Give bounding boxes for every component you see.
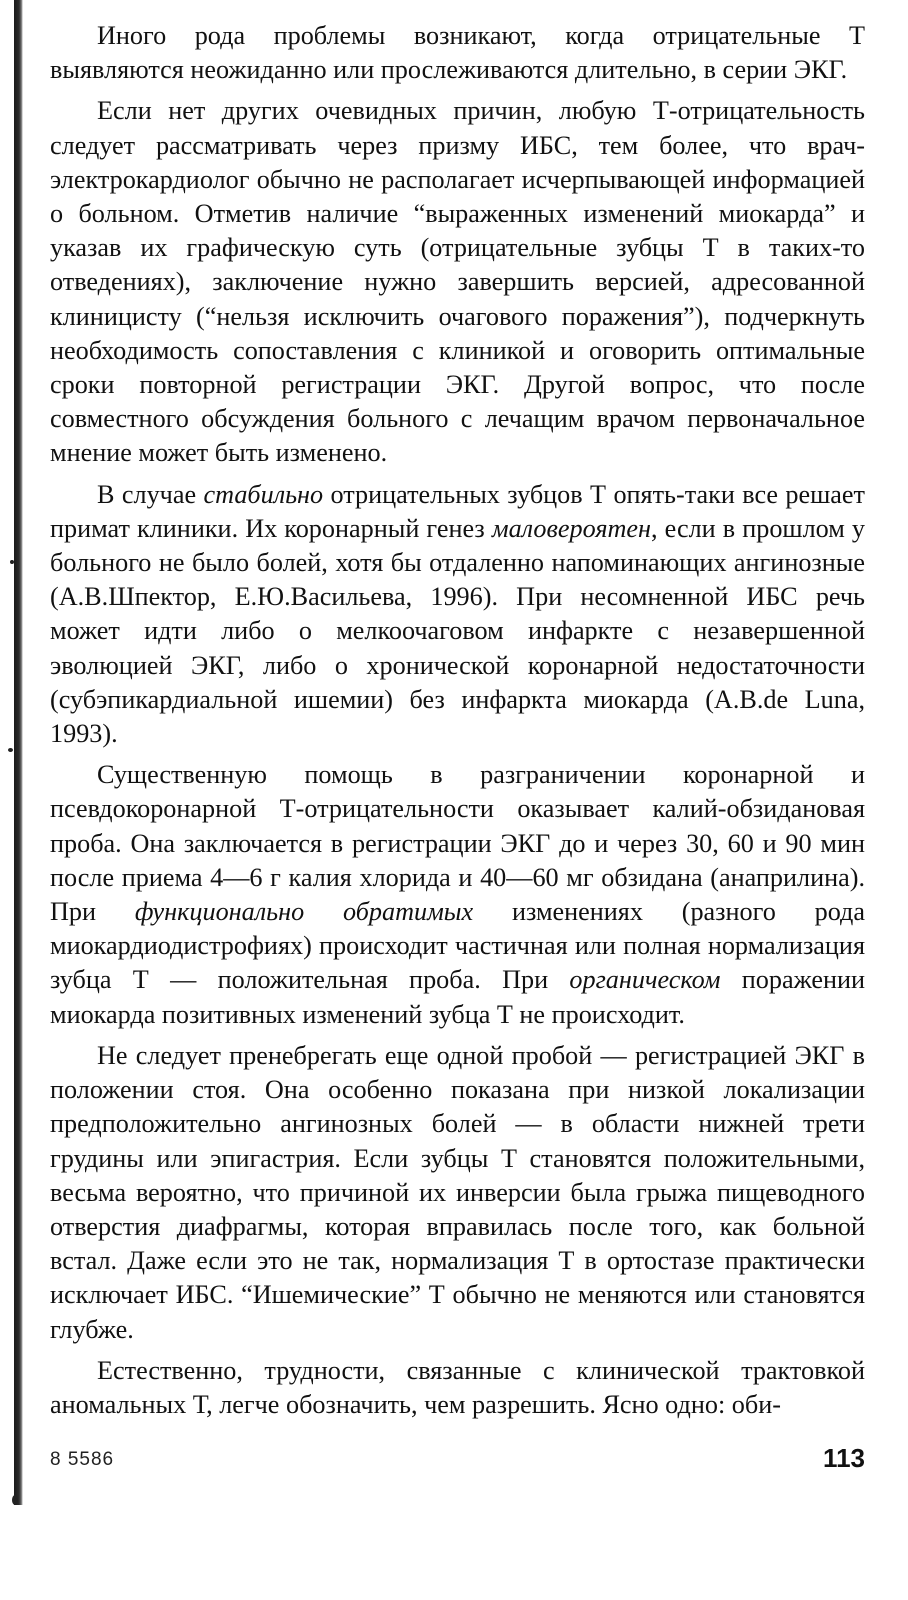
binding-speck: [8, 748, 13, 752]
paragraph: [50, 478, 865, 752]
page-number: 113: [823, 1443, 865, 1473]
italic-text-run: маловероятен: [491, 513, 652, 543]
paragraph: [50, 1039, 865, 1347]
paragraph: [50, 758, 865, 1032]
body-text: [50, 19, 865, 1422]
paragraph: [50, 19, 865, 87]
text-run: , если в прошлом у больного не было болей, хотя бы отдаленно напоминающих ангинозные (А.В.Шпектор, Е.Ю.Васильева, 1996). При несомненной ИБС речь может идти либо о мелкоочаговом инфаркте с незавершенной эволюцией ЭКГ, либо о хронической коронарной недостаточности (субэпикардиальной ишемии) без инфаркта миокарда (А.B.de Luna, 1993).: [50, 513, 865, 749]
italic-text-run: органическом: [569, 965, 721, 995]
text-run: В случае: [97, 479, 204, 509]
text-run: Естественно, трудности, связанные с клинической трактовкой аномальных Т, легче обозначить, чем разрешить. Ясно одно: оби-: [50, 1355, 865, 1419]
italic-text-run: функционально обратимых: [134, 897, 474, 927]
printer-signature-mark: 8 5586: [50, 1449, 115, 1470]
text-run: Существенную помощь в разграничении коронарной и псевдокоронарной Т-отрицательности оказывает калий-обзидановая проба. Она заключается в регистрации ЭКГ до и через 30, 60 и 90 мин после приема 4—6 г калия хлорида и 40—60 мг обзидана (анаприлина). При: [50, 760, 865, 927]
binding-speck: [12, 1495, 18, 1505]
text-run: отрицательных зубцов Т опять-таки все решает примат клиники. Их коронарный генез: [50, 479, 865, 543]
page-footer: [50, 1443, 865, 1477]
text-run: поражении миокарда позитивных изменений зубца Т не происходит.: [50, 965, 866, 1029]
italic-text-run: стабильно: [203, 479, 324, 509]
text-run: Не следует пренебрегать еще одной пробой — регистрацией ЭКГ в положении стоя. Она особенно показана при низкой локализации предположительно ангинозных болей — в области нижней трети грудины или эпигастрия. Если зубцы Т становятся положительными, весьма вероятно, что причиной их инверсии была грыжа пищеводного отверстия диафрагмы, которая вправилась после того, как больной встал. Даже если это не так, нормализация Т в ортостазе практически исключает ИБС. “Ишемические” Т обычно не меняются или становятся глубже.: [50, 1040, 865, 1344]
paragraph: [50, 1354, 865, 1422]
text-run: изменениях (разного рода миокардиодистрофиях) происходит частичная или полная нормализация зубца Т — положительная проба. При: [50, 897, 865, 995]
text-run: Если нет других очевидных причин, любую Т-отрицательность следует рассматривать через призму ИБС, тем более, что врач-электрокардиолог обычно не располагает исчерпывающей информацией о больном. Отметив наличие “выраженных изменений миокарда” и указав их графическую суть (отрицательные зубцы Т в таких-то отведениях), заключение нужно завершить версией, адресованной клиницисту (“нельзя исключить очагового поражения”), подчеркнуть необходимость сопоставления с клиникой и оговорить оптимальные сроки повторной регистрации ЭКГ. Другой вопрос, что после совместного обсуждения больного с лечащим врачом первоначальное мнение может быть изменено.: [50, 96, 865, 468]
text-run: Иного рода проблемы возникают, когда отрицательные Т выявляются неожиданно или прослеживаются длительно, в серии ЭКГ.: [50, 21, 865, 85]
paragraph: [50, 94, 865, 470]
binding-edge: [14, 0, 23, 1505]
binding-speck: [10, 560, 14, 564]
